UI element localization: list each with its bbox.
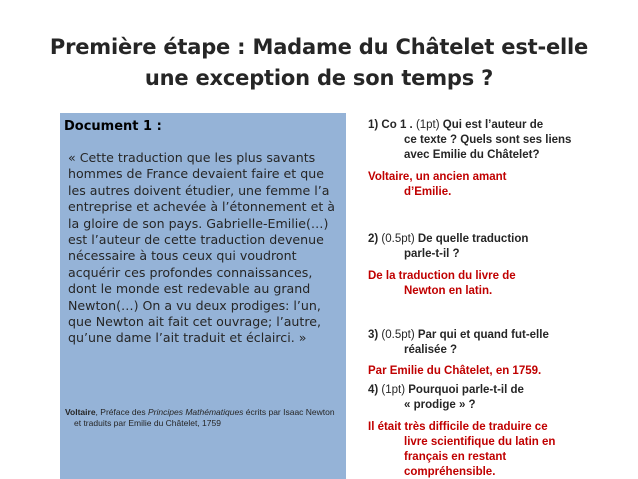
question-1-points: (1pt) [415, 119, 443, 131]
document-heading: Document 1 : [64, 119, 162, 134]
answer-1-line-1: Voltaire, un ancien amant [368, 171, 507, 183]
answer-4-line-4: compréhensible. [404, 466, 496, 478]
question-3-text-1: Par qui et quand fut-elle [417, 329, 549, 341]
question-4-line-1 [368, 383, 524, 398]
slide-title [30, 32, 608, 94]
question-3-number: 3) [368, 329, 382, 341]
question-3-points: (0.5pt) [381, 329, 418, 341]
source-author: Voltaire [65, 407, 96, 417]
answer-2-line-1: De la traduction du livre de [368, 270, 516, 282]
question-2-number: 2) [368, 233, 382, 245]
question-2-text-1: De quelle traduction [417, 233, 529, 245]
answer-1-line-2: d’Emilie. [404, 186, 452, 198]
document-quote: « Cette traduction que les plus savants hommes de France devaient faire et que les autres doivent étudier, une femme l’a entreprise et achevée à l’étonnement et à la gloire de son pays. Gabrielle-Emilie(…) est l’auteur de cette traduction devenue nécessaire à tous ceux qui voudront acquérir ces profondes connaissances, dont le monde est redevable au grand Newton(…) On a vu deux prodiges: l’un, que Newton ait fait cet ouvrage; l’autre, qu’une dame l’ait traduit et éclairci. » [68, 150, 335, 346]
source-text-post: écrits par Isaac Newton et traduits par Emilie du Châtelet, 1759 [74, 407, 335, 428]
question-4-number: 4) [368, 384, 382, 396]
question-1-text-1: Qui est l’auteur de [442, 119, 544, 131]
question-1-line-3: avec Emilie du Châtelet? [404, 149, 540, 161]
question-1-number: 1) Co 1 . [368, 119, 416, 131]
answer-4-line-1: Il était très difficile de traduire ce [368, 421, 548, 433]
document-source [65, 407, 343, 428]
question-3-line-2: réalisée ? [404, 344, 458, 356]
answer-2-line-2: Newton en latin. [404, 285, 493, 297]
slide-title-line-1: Première étape : Madame du Châtelet est-elle [49, 35, 589, 59]
source-text-pre: , Préface des [95, 407, 148, 417]
answer-4-line-2: livre scientifique du latin en [404, 436, 556, 448]
source-book-title: Principes Mathématiques [148, 407, 244, 417]
answer-3-line-1: Par Emilie du Châtelet, en 1759. [368, 365, 542, 377]
question-2-line-2: parle-t-il ? [404, 248, 460, 260]
question-1-line-1 [368, 118, 543, 133]
question-1-line-2: ce texte ? Quels sont ses liens [404, 134, 572, 146]
question-2-points: (0.5pt) [381, 233, 418, 245]
question-3-line-1 [368, 328, 549, 343]
question-2-line-1 [368, 232, 528, 247]
question-4-text-1: Pourquoi parle-t-il de [408, 384, 524, 396]
slide-title-line-2: une exception de son temps ? [144, 66, 494, 90]
answer-4-line-3: français en restant [404, 451, 507, 463]
question-4-points: (1pt) [381, 384, 409, 396]
document-panel [60, 113, 346, 479]
question-4-line-2: « prodige » ? [404, 399, 476, 411]
